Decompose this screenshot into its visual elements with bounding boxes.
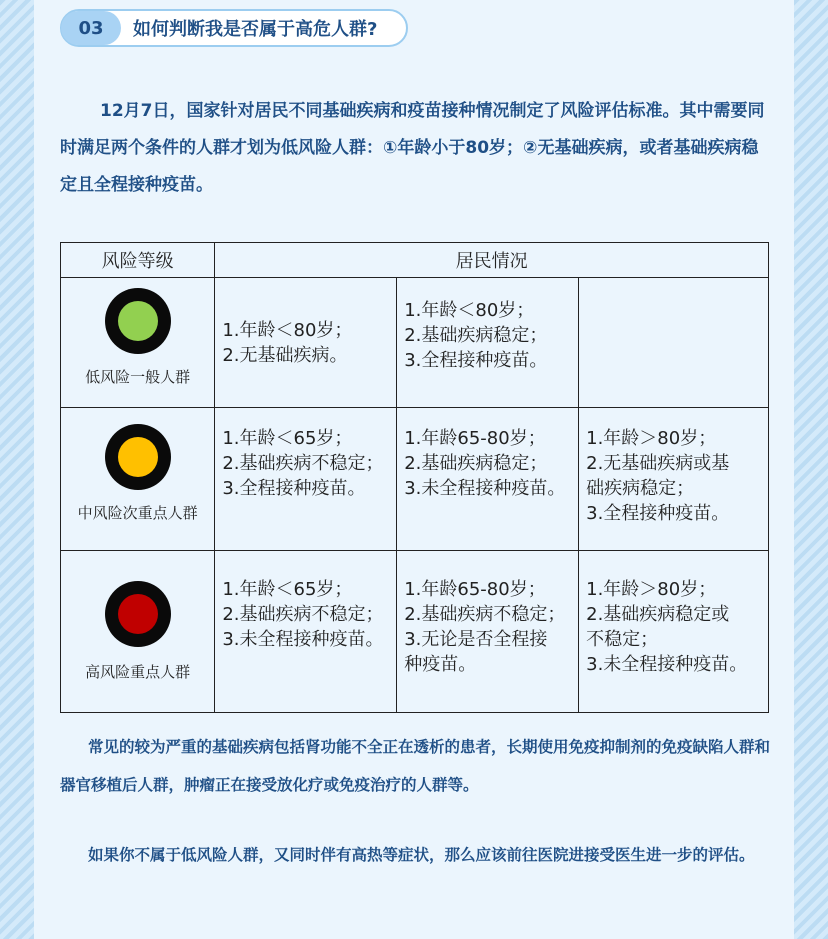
condition-line: 2.无基础疾病或基 xyxy=(586,453,730,475)
risk-row-low xyxy=(61,278,769,408)
risk-row-high xyxy=(61,550,769,712)
risk-level-label: 高风险重点人群 xyxy=(85,662,191,681)
condition-line: 3.未全程接种疫苗。 xyxy=(404,478,566,500)
right-border-pattern xyxy=(794,0,828,939)
condition-line: 1.年龄＞80岁； xyxy=(586,428,717,450)
condition-line: 1.年龄65-80岁； xyxy=(404,428,546,450)
condition-line: 础疾病稳定； xyxy=(586,478,695,500)
condition-line: 3.无论是否全程接 xyxy=(404,628,548,650)
section-header xyxy=(60,9,408,47)
traffic-light-icon xyxy=(105,288,171,354)
header-resident-situation: 居民情况 xyxy=(215,243,769,278)
condition-line: 3.全程接种疫苗。 xyxy=(586,503,730,525)
condition-line: 2.基础疾病稳定或 xyxy=(586,603,730,625)
condition-cell xyxy=(579,550,769,712)
condition-line: 种疫苗。 xyxy=(404,653,477,675)
disease-note-paragraph: 常见的较为严重的基础疾病包括肾功能不全正在透析的患者，长期使用免疫抑制剂的免疫缺陷人群和器官移植后人群，肿瘤正在接受放化疗或免疫治疗的人群等。 xyxy=(60,738,771,794)
advice-paragraph: 如果你不属于低风险人群，又同时伴有高热等症状，那么应该前往医院进接受医生进一步的评估。 xyxy=(88,846,755,864)
condition-line: 1.年龄＜65岁； xyxy=(222,428,353,450)
traffic-light-icon xyxy=(105,424,171,490)
condition-line: 2.基础疾病稳定； xyxy=(404,325,548,346)
condition-line: 3.全程接种疫苗。 xyxy=(222,478,366,500)
condition-line: 2.基础疾病不稳定； xyxy=(222,453,384,475)
condition-line: 3.未全程接种疫苗。 xyxy=(222,628,384,650)
traffic-light-icon xyxy=(105,581,171,647)
condition-line: 1.年龄＜80岁； xyxy=(404,300,535,321)
condition-cell xyxy=(215,408,397,550)
left-border-pattern xyxy=(0,0,34,939)
condition-cell xyxy=(397,408,579,550)
risk-level-cell xyxy=(61,408,215,550)
risk-level-cell xyxy=(61,278,215,408)
risk-level-label: 中风险次重点人群 xyxy=(77,504,198,523)
condition-line: 1.年龄＞80岁； xyxy=(586,578,717,600)
light-dot xyxy=(118,437,158,477)
condition-line: 2.无基础疾病。 xyxy=(222,344,348,366)
header-risk-level: 风险等级 xyxy=(61,243,215,278)
condition-line: 2.基础疾病不稳定； xyxy=(222,603,384,625)
light-dot xyxy=(118,301,158,341)
condition-cell xyxy=(397,278,579,408)
condition-cell xyxy=(579,278,769,408)
intro-paragraph: 12月7日，国家针对居民不同基础疾病和疫苗接种情况制定了风险评估标准。其中需要同时满足两个条件的人群才划为低风险人群：①年龄小于80岁；②无基础疾病，或者基础疾病稳定且全程接种疫苗。 xyxy=(60,101,765,195)
condition-line: 1.年龄＜65岁； xyxy=(222,578,353,600)
light-dot xyxy=(118,594,158,634)
condition-line: 3.未全程接种疫苗。 xyxy=(586,653,748,675)
table-header-row xyxy=(61,243,769,278)
condition-cell xyxy=(215,550,397,712)
condition-line: 2.基础疾病不稳定； xyxy=(404,603,566,625)
condition-line: 不稳定； xyxy=(586,628,659,650)
section-title: 如何判断我是否属于高危人群? xyxy=(133,19,378,40)
condition-line: 1.年龄＜80岁； xyxy=(222,319,353,341)
condition-line: 1.年龄65-80岁； xyxy=(404,578,546,600)
condition-cell xyxy=(397,550,579,712)
risk-level-label: 低风险一般人群 xyxy=(85,368,191,386)
condition-cell xyxy=(215,278,397,408)
condition-line: 2.基础疾病稳定； xyxy=(404,453,548,475)
risk-level-cell xyxy=(61,550,215,712)
risk-table xyxy=(60,242,769,713)
condition-line: 3.全程接种疫苗。 xyxy=(404,350,548,371)
condition-cell xyxy=(579,408,769,550)
section-number: 03 xyxy=(61,11,121,45)
risk-row-medium xyxy=(61,408,769,550)
